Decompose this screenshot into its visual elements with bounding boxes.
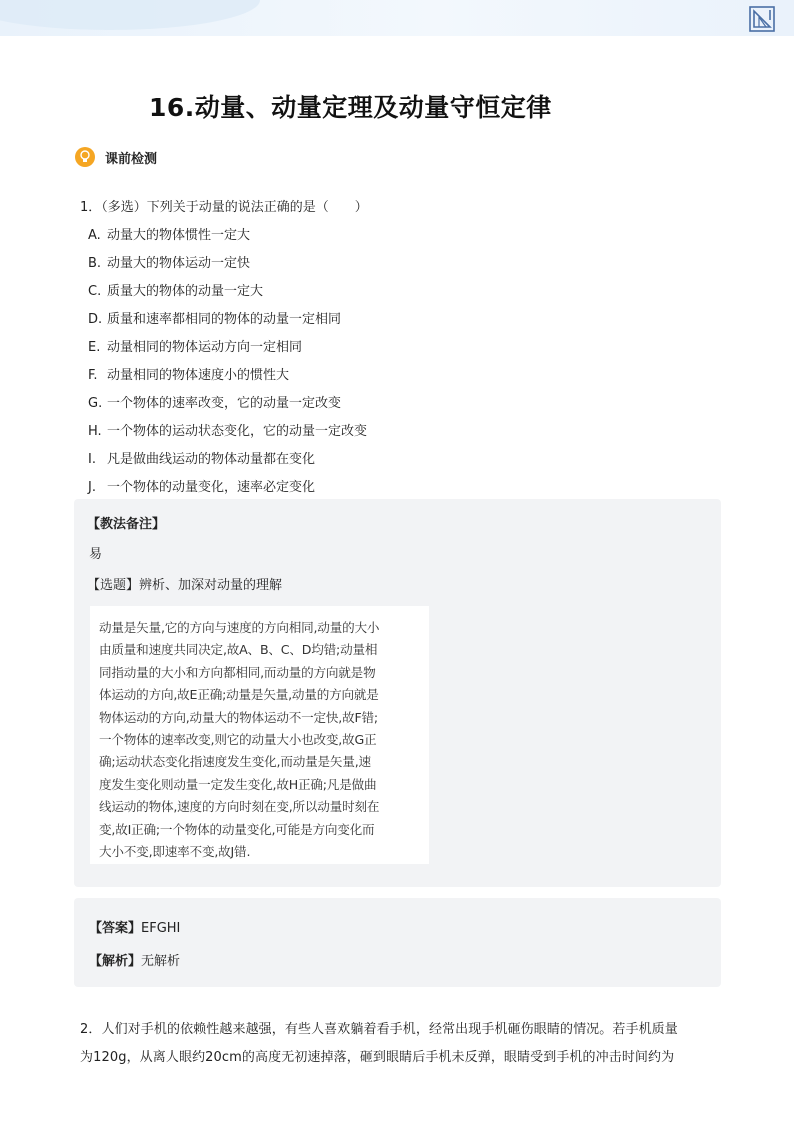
analysis-label: 【解析】: [89, 954, 142, 969]
question-1-option: [88, 448, 315, 467]
publisher-logo-icon: [749, 6, 775, 32]
explanation-line: 度发生变化则动量一定发生变化,故H正确;凡是做曲: [99, 776, 377, 792]
question-1-option: [88, 252, 250, 271]
question-2-line: 2．人们对手机的依赖性越来越强，有些人喜欢躺着看手机，经常出现手机砸伤眼睛的情况。若手机质量: [80, 1022, 678, 1037]
option-text: 凡是做曲线运动的物体动量都在变化: [107, 452, 316, 467]
option-letter: C.: [88, 284, 102, 299]
section-label: 课前检测: [105, 151, 158, 167]
difficulty-level: 易: [89, 547, 103, 562]
question-1-option: [88, 476, 315, 495]
header-band: [0, 0, 794, 36]
option-letter: I.: [88, 452, 96, 467]
explanation-line: 物体运动的方向,动量大的物体运动不一定快,故F错;: [99, 709, 378, 725]
teaching-note-panel: [74, 499, 721, 887]
option-text: 动量大的物体运动一定快: [107, 256, 251, 271]
answer-value: EFGHI: [141, 921, 181, 936]
question-1-option: [88, 364, 289, 383]
option-text: 一个物体的动量变化，速率必定变化: [107, 480, 316, 495]
option-text: 一个物体的速率改变，它的动量一定改变: [107, 396, 342, 411]
option-letter: F.: [88, 368, 98, 383]
page-title: 16.动量、动量定理及动量守恒定律: [149, 93, 552, 122]
question-selection-purpose: 【选题】辨析、加深对动量的理解: [87, 578, 283, 593]
option-letter: B.: [88, 256, 102, 271]
question-1-stem: 1．（多选）下列关于动量的说法正确的是（ ）: [80, 200, 368, 215]
option-text: 质量和速率都相同的物体的动量一定相同: [107, 312, 342, 327]
option-text: 动量相同的物体运动方向一定相同: [107, 340, 303, 355]
analysis-row: [89, 950, 180, 969]
explanation-line: 同指动量的大小和方向都相同,而动量的方向就是物: [99, 664, 376, 680]
explanation-line: 由质量和速度共同决定,故A、B、C、D均错;动量相: [99, 642, 378, 658]
lightbulb-icon: [75, 147, 95, 167]
question-1-option: [88, 280, 263, 299]
option-text: 质量大的物体的动量一定大: [107, 284, 264, 299]
question-2-line: 为120g，从离人眼约20cm的高度无初速掉落，砸到眼睛后手机未反弹，眼睛受到手机的冲击时间约为: [80, 1050, 675, 1065]
explanation-box: [90, 606, 429, 864]
option-letter: A.: [88, 228, 101, 243]
question-1-option: [88, 308, 341, 327]
question-1-option: [88, 336, 302, 355]
answer-row: [89, 917, 180, 936]
option-text: 动量大的物体惯性一定大: [107, 228, 251, 243]
explanation-line: 动量是矢量,它的方向与速度的方向相同,动量的大小: [99, 620, 380, 635]
section-heading: [75, 146, 157, 168]
answer-panel: [74, 898, 721, 987]
explanation-line: 线运动的物体,速度的方向时刻在变,所以动量时刻在: [99, 799, 380, 815]
option-letter: G.: [88, 396, 103, 411]
explanation-line: 确;运动状态变化指速度发生变化,而动量是矢量,速: [99, 754, 371, 770]
analysis-value: 无解析: [141, 954, 181, 969]
option-text: 一个物体的运动状态变化，它的动量一定改变: [107, 424, 368, 439]
explanation-line: 体运动的方向,故E正确;动量是矢量,动量的方向就是: [99, 687, 379, 703]
explanation-line: 一个物体的速率改变,则它的动量大小也改变,故G正: [99, 732, 377, 748]
question-1-option: [88, 224, 250, 243]
option-letter: J.: [88, 480, 96, 495]
explanation-line: 变,故I正确;一个物体的动量变化,可能是方向变化而: [99, 821, 375, 837]
option-letter: D.: [88, 312, 103, 327]
explanation-line: 大小不变,即速率不变,故J错.: [99, 844, 251, 860]
option-letter: H.: [88, 424, 102, 439]
teaching-note-heading: 【教法备注】: [87, 517, 166, 532]
option-letter: E.: [88, 340, 101, 355]
header-wave-decoration: [0, 0, 260, 30]
question-1-option: [88, 420, 367, 439]
option-text: 动量相同的物体速度小的惯性大: [107, 368, 290, 383]
question-1-option: [88, 392, 341, 411]
answer-label: 【答案】: [89, 921, 142, 936]
